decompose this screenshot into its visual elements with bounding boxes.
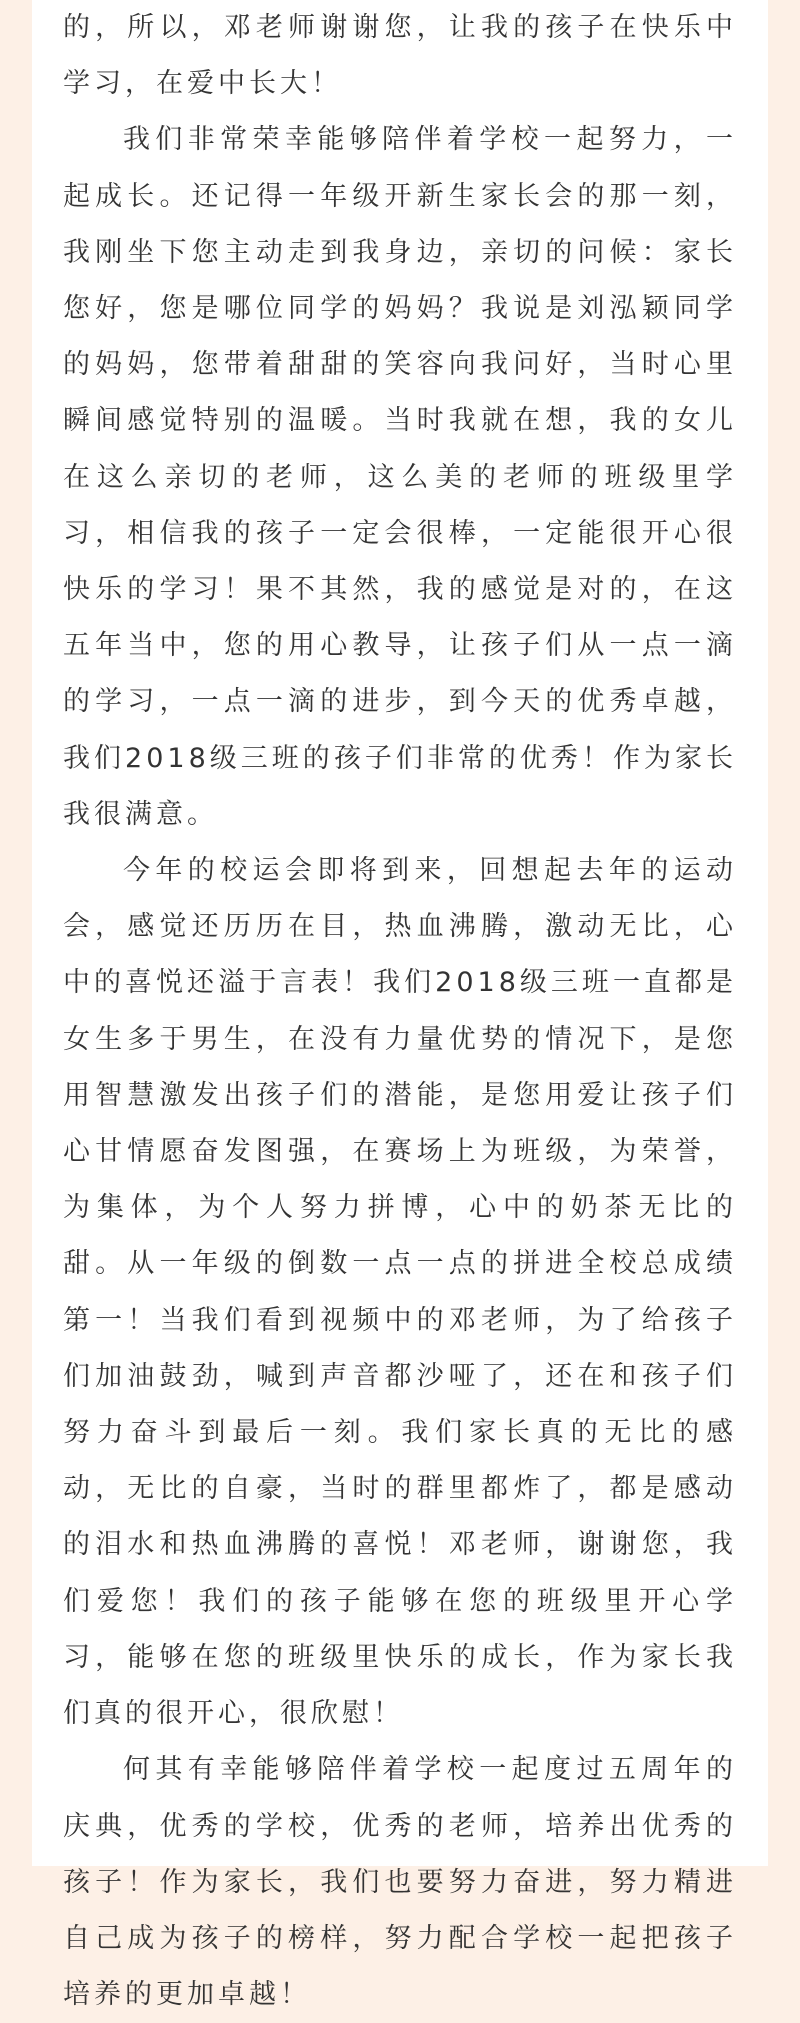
paragraph: 我们非常荣幸能够陪伴着学校一起努力，一起成长。还记得一年级开新生家长会的那一刻，我刚坐下您主动走到我身边，亲切的问候：家长您好，您是哪位同学的妈妈？我说是刘泓颖同学的妈妈，您带着甜甜的笑容向我问好，当时心里瞬间感觉特别的温暖。当时我就在想，我的女儿在这么亲切的老师，这么美的老师的班级里学习，相信我的孩子一定会很棒，一定能很开心很快乐的学习！果不其然，我的感觉是对的，在这五年当中，您的用心教导，让孩子们从一点一滴的学习，一点一滴的进步，到今天的优秀卓越，我们2018级三班的孩子们非常的优秀！作为家长我很满意。 (63, 124, 737, 830)
paragraph: 何其有幸能够陪伴着学校一起度过五周年的庆典，优秀的学校，优秀的老师，培养出优秀的孩子！作为家长，我们也要努力奋进，努力精进自己成为孩子的榜样，努力配合学校一起把孩子培养的更加卓越！ (63, 1754, 737, 2011)
paragraph: 今年的校运会即将到来，回想起去年的运动会，感觉还历历在目，热血沸腾，激动无比，心中的喜悦还溢于言表！我们2018级三班一直都是女生多于男生，在没有力量优势的情况下，是您用智慧激发出孩子们的潜能，是您用爱让孩子们心甘情愿奋发图强，在赛场上为班级，为荣誉，为集体，为个人努力拼博，心中的奶茶无比的甜。从一年级的倒数一点一点的拼进全校总成绩第一！当我们看到视频中的邓老师，为了给孩子们加油鼓劲，喊到声音都沙哑了，还在和孩子们努力奋斗到最后一刻。我们家长真的无比的感动，无比的自豪，当时的群里都炸了，都是感动的泪水和热血沸腾的喜悦！邓老师，谢谢您，我们爱您！我们的孩子能够在您的班级里开心学习，能够在您的班级里快乐的成长，作为家长我们真的很开心，很欣慰！ (63, 855, 737, 1730)
article-body (63, 0, 737, 2023)
paragraph: 的，所以，邓老师谢谢您，让我的孩子在快乐中学习，在爱中长大！ (63, 12, 737, 100)
